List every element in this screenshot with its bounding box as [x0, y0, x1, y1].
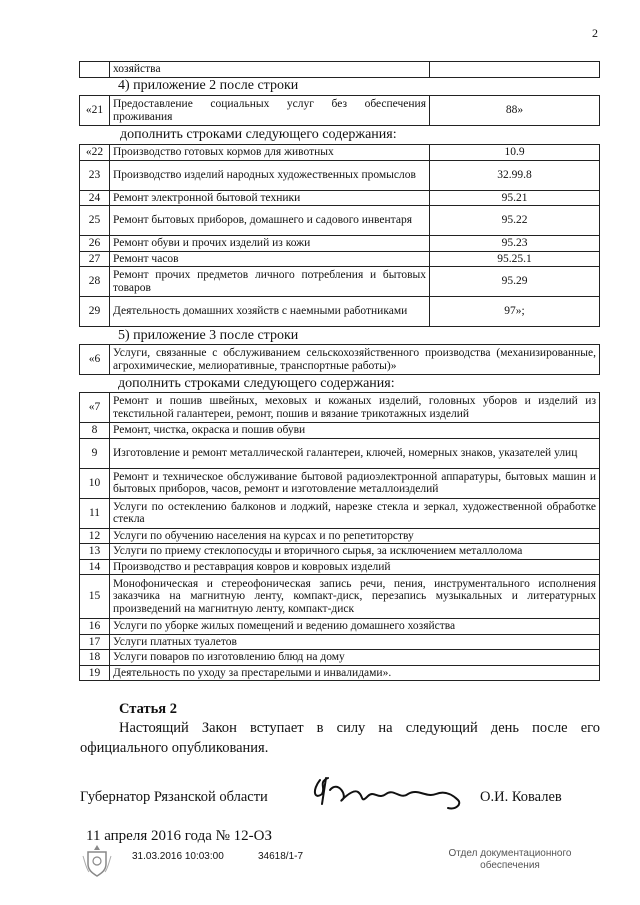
- row-code: 95.29: [430, 267, 600, 297]
- row-number: 11: [80, 498, 110, 528]
- table-row: [80, 665, 600, 681]
- row-code: 10.9: [430, 145, 600, 161]
- table-row: [80, 251, 600, 267]
- row-number: 10: [80, 468, 110, 498]
- table-row: [80, 544, 600, 560]
- table-row: [80, 297, 600, 327]
- row-number: 25: [80, 206, 110, 236]
- table-row: [80, 575, 600, 619]
- row-description: Монофоническая и стереофоническая запись речи, пения, инструментального исполнения заказчика на магнитную ленту, компакт-диск, перезапись музыкальных и литературных произведений на магнитную ленту, компакт-диск: [110, 575, 600, 619]
- section-5-add-heading: дополнить строками следующего содержания:: [118, 376, 395, 391]
- table-row: [80, 145, 600, 161]
- registration-datetime: 31.03.2016 10:03:00: [132, 851, 224, 862]
- table-row: [80, 267, 600, 297]
- row-description: Ремонт обуви и прочих изделий из кожи: [110, 236, 430, 252]
- row-code: 95.21: [430, 190, 600, 206]
- table-row: [80, 634, 600, 650]
- table-row: [80, 559, 600, 575]
- row-number: 29: [80, 297, 110, 327]
- row-number: 18: [80, 650, 110, 666]
- section-4-heading: 4) приложение 2 после строки: [118, 78, 299, 93]
- row-description: Услуги платных туалетов: [110, 634, 600, 650]
- row-number: «7: [80, 393, 110, 423]
- row-description: Услуги, связанные с обслуживанием сельскохозяйственного производства (механизированные, агрохимические, мелиоративные, транспортные работы)»: [110, 345, 600, 375]
- table-row: [80, 423, 600, 439]
- row-number: «22: [80, 145, 110, 161]
- table-row: [80, 438, 600, 468]
- row-code: [430, 62, 600, 78]
- table-row: [80, 528, 600, 544]
- table-row: [80, 619, 600, 635]
- row-number: 15: [80, 575, 110, 619]
- row-number: «6: [80, 345, 110, 375]
- governor-signature: [308, 770, 478, 816]
- row-code: 97»;: [430, 297, 600, 327]
- row-description: Предоставление социальных услуг без обеспечения проживания: [110, 96, 430, 126]
- row-number: 9: [80, 438, 110, 468]
- row-description: Услуги по приему стеклопосуды и вторичного сырья, за исключением металлолома: [110, 544, 600, 560]
- table-row: [80, 62, 600, 78]
- row-number: 13: [80, 544, 110, 560]
- row-number: 17: [80, 634, 110, 650]
- row-code: 95.25.1: [430, 251, 600, 267]
- row-description: Услуги по уборке жилых помещений и ведению домашнего хозяйства: [110, 619, 600, 635]
- table-row: [80, 96, 600, 126]
- department-stamp: Отдел документационного обеспечения: [448, 848, 572, 871]
- row-description: Услуги по остеклению балконов и лоджий, нарезке стекла и зеркал, художественной обработке стекла: [110, 498, 600, 528]
- row-number: «21: [80, 96, 110, 126]
- section-4-reference-table: [79, 95, 600, 126]
- row-number: 16: [80, 619, 110, 635]
- registration-number: 34618/1-7: [258, 851, 304, 862]
- row-description: хозяйства: [110, 62, 430, 78]
- article-title: Статья 2: [119, 701, 177, 717]
- row-number: 28: [80, 267, 110, 297]
- row-code: 95.23: [430, 236, 600, 252]
- row-number: 23: [80, 160, 110, 190]
- table-row: [80, 650, 600, 666]
- row-code: 88»: [430, 96, 600, 126]
- table-row: [80, 206, 600, 236]
- table-row: [80, 190, 600, 206]
- governor-title: Губернатор Рязанской области: [80, 789, 268, 805]
- row-number: [80, 62, 110, 78]
- row-description: Ремонт часов: [110, 251, 430, 267]
- row-description: Ремонт электронной бытовой техники: [110, 190, 430, 206]
- row-number: 27: [80, 251, 110, 267]
- section-5-reference-table: [79, 344, 600, 375]
- row-description: Услуги поваров по изготовлению блюд на дому: [110, 650, 600, 666]
- row-description: Деятельность по уходу за престарелыми и инвалидами».: [110, 665, 600, 681]
- table-row: [80, 345, 600, 375]
- row-number: 24: [80, 190, 110, 206]
- section-5-added-table: [79, 392, 600, 681]
- row-description: Ремонт, чистка, окраска и пошив обуви: [110, 423, 600, 439]
- row-code: 95.22: [430, 206, 600, 236]
- row-code: 32.99.8: [430, 160, 600, 190]
- row-description: Производство изделий народных художественных промыслов: [110, 160, 430, 190]
- row-description: Производство готовых кормов для животных: [110, 145, 430, 161]
- row-number: 19: [80, 665, 110, 681]
- law-date-number: 11 апреля 2016 года № 12-ОЗ: [86, 828, 273, 844]
- row-description: Ремонт и пошив швейных, меховых и кожаных изделий, головных уборов и изделий из текстильной галантереи, ремонт, пошив и вязание трикотажных изделий: [110, 393, 600, 423]
- row-number: 12: [80, 528, 110, 544]
- section-5-heading: 5) приложение 3 после строки: [118, 328, 299, 343]
- coat-of-arms-icon: [80, 842, 114, 878]
- table-row: [80, 236, 600, 252]
- table-row: [80, 393, 600, 423]
- table-row: [80, 468, 600, 498]
- row-number: 8: [80, 423, 110, 439]
- row-description: Изготовление и ремонт металлической галантереи, ключей, номерных знаков, указателей улиц: [110, 438, 600, 468]
- top-table: [79, 61, 600, 78]
- row-number: 14: [80, 559, 110, 575]
- governor-name: О.И. Ковалев: [480, 789, 562, 805]
- section-4-added-table: [79, 144, 600, 327]
- row-description: Услуги по обучению населения на курсах и по репетиторству: [110, 528, 600, 544]
- row-description: Ремонт и техническое обслуживание бытовой радиоэлектронной аппаратуры, бытовых машин и бытовых приборов, часов, ремонт и изготовление металлоизделий: [110, 468, 600, 498]
- row-description: Производство и реставрация ковров и ковровых изделий: [110, 559, 600, 575]
- row-description: Ремонт прочих предметов личного потребления и бытовых товаров: [110, 267, 430, 297]
- table-row: [80, 160, 600, 190]
- table-row: [80, 498, 600, 528]
- row-number: 26: [80, 236, 110, 252]
- row-description: Ремонт бытовых приборов, домашнего и садового инвентаря: [110, 206, 430, 236]
- section-4-add-heading: дополнить строками следующего содержания:: [120, 127, 397, 142]
- page-number: 2: [592, 26, 598, 40]
- row-description: Деятельность домашних хозяйств с наемными работниками: [110, 297, 430, 327]
- article-text: Настоящий Закон вступает в силу на следующий день после его официального опубликования.: [80, 720, 600, 756]
